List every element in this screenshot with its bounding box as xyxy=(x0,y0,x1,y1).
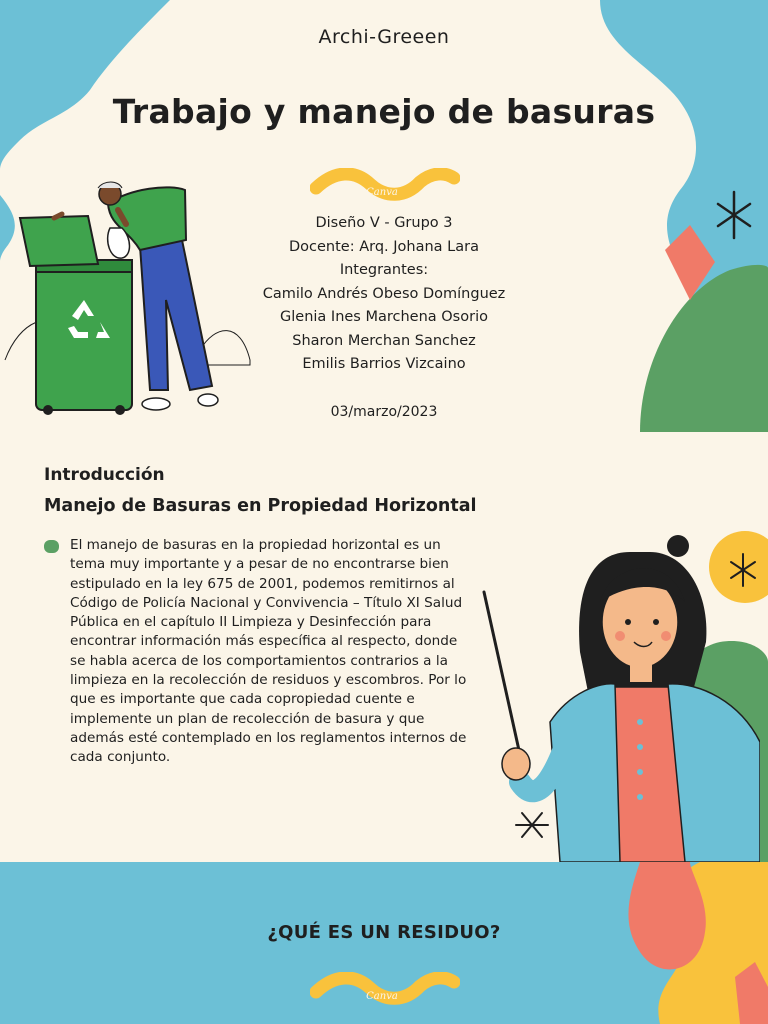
info-line: Emilis Barrios Vizcaino xyxy=(302,356,466,372)
cover-slide xyxy=(0,0,768,432)
info-line: Glenia Ines Marchena Osorio xyxy=(280,309,488,325)
canva-logo-squiggle xyxy=(310,972,460,1006)
residuo-slide xyxy=(0,862,768,1024)
info-line: Docente: Arq. Johana Lara xyxy=(289,238,479,255)
intro-heading: Introducción xyxy=(44,465,165,485)
canva-logo-text: Canva xyxy=(366,187,398,198)
residuo-heading: ¿QUÉ ES UN RESIDUO? xyxy=(267,922,501,943)
canva-logo-squiggle xyxy=(310,168,460,202)
info-line: Integrantes: xyxy=(339,262,429,278)
bullet-marker xyxy=(44,540,59,553)
canva-logo-text: Canva xyxy=(366,991,398,1002)
recycling-illustration xyxy=(0,180,260,420)
intro-paragraph: El manejo de basuras en la propiedad horizontal es un tema muy importante y a pesar de no encontrarse bien estipulado en la ley 675 de 2001, podemos remitirnos al Código de Policía Nacional y Convivencia – Título XI Salud Pública en el capítulo II Limpieza y Desinfección para encontrar información más específica al respecto, donde se habla acerca de los comportamientos contrarios a la limpieza en la recolección de residuos y escombros. Por lo que es importante que cada copropiedad cuente e implemente un plan de recolección de basura y que además esté contemplado en los reglamentos internos de cada conjunto. xyxy=(70,537,467,766)
info-line: Camilo Andrés Obeso Domínguez xyxy=(262,285,506,302)
teacher-illustration xyxy=(480,532,760,862)
page-title: Trabajo y manejo de basuras xyxy=(112,92,656,131)
intro-slide xyxy=(0,432,768,862)
info-line: Diseño V - Grupo 3 xyxy=(315,215,453,231)
info-line: Sharon Merchan Sanchez xyxy=(292,332,476,349)
date-text: 03/marzo/2023 xyxy=(330,404,438,420)
brand-name: Archi-Greeen xyxy=(318,26,450,48)
intro-subheading: Manejo de Basuras en Propiedad Horizontal xyxy=(44,496,477,516)
